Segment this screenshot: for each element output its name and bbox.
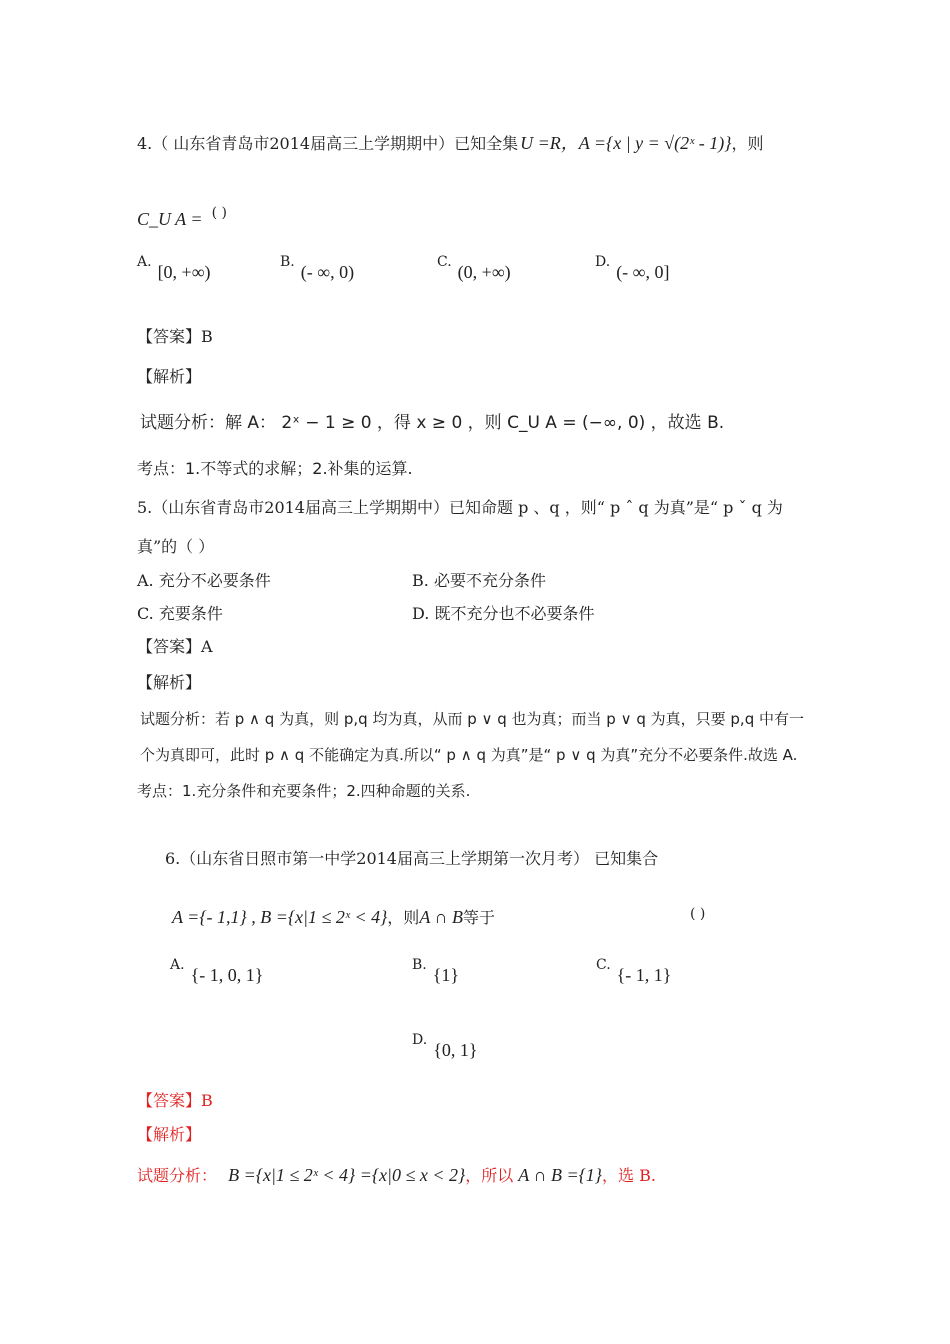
q5-analysis-title: 【解析】 [137,673,202,692]
q6-stem: 6.（山东省日照市第一中学2014届高三上学期第一次月考） 已知集合 [165,849,659,868]
q4-analysis-title: 【解析】 [137,367,202,386]
q5-analysis-line2: 个为真即可，此时 p ∧ q 不能确定为真.所以“ p ∧ q 为真”是“ p ∨ q 为真”充分不必要条件.故选 A. [140,746,798,764]
q6-paren: ( ) [690,906,706,922]
q4-kaodian: 考点：1.不等式的求解；2.补集的运算. [137,459,413,478]
q5-answer: 【答案】A [137,637,213,656]
q5-option-c: C. 充要条件 [137,604,223,623]
q4-option-c: C. (0, +∞) [437,254,511,282]
q6-answer: 【答案】B [137,1091,213,1110]
q4-formula: U =R，A ={x | y = √(2ˣ - 1)} [520,133,732,153]
q6-analysis: 试题分析： B ={x|1 ≤ 2ˣ < 4} ={x|0 ≤ x < 2}，所以 A ∩ B ={1}，选 B. [137,1165,656,1185]
q5-stem-line1: 5.（山东省青岛市2014届高三上学期期中）已知命题 p 、q ，则“ p ˆ q 为真”是“ p ˇ q 为 [137,498,783,517]
q4-option-d: D. (- ∞, 0] [595,254,670,282]
q4-analysis: 试题分析：解 A： 2ˣ − 1 ≥ 0 ，得 x ≥ 0 ，则 C_U A = (−∞, 0) ，故选 B. [140,413,725,433]
q5-analysis-line1: 试题分析：若 p ∧ q 为真，则 p,q 均为真，从而 p ∨ q 也为真；而当 p ∨ q 为真，只要 p,q 中有一 [140,710,804,728]
q6-option-c: C. {- 1, 1} [596,957,672,985]
q5-option-a: A. 充分不必要条件 [137,571,271,590]
q5-stem-line2: 真”的（ ） [137,537,215,556]
q6-option-d: D. {0, 1} [412,1032,478,1060]
q5-option-b: B. 必要不充分条件 [412,571,546,590]
q4-stem: 4.（ 山东省青岛市2014届高三上学期期中）已知全集 U =R，A ={x | y = √(2ˣ - 1)}，则 [137,133,764,153]
q5-option-d: D. 既不充分也不必要条件 [412,604,595,623]
q4-option-b: B. (- ∞, 0) [280,254,355,282]
q4-option-a: A. [0, +∞) [137,254,211,282]
q6-formula-line: A ={- 1,1} , B ={x|1 ≤ 2ˣ < 4}，则A ∩ B等于 [172,907,495,927]
q6-option-b: B. {1} [412,957,460,985]
q6-option-a: A. {- 1, 0, 1} [170,957,264,985]
q5-kaodian: 考点：1.充分条件和充要条件；2.四种命题的关系. [137,782,471,800]
q4-answer: 【答案】B [137,327,213,346]
q6-analysis-title: 【解析】 [137,1125,202,1144]
q4-line2: C_U A = ( ) [137,205,227,229]
